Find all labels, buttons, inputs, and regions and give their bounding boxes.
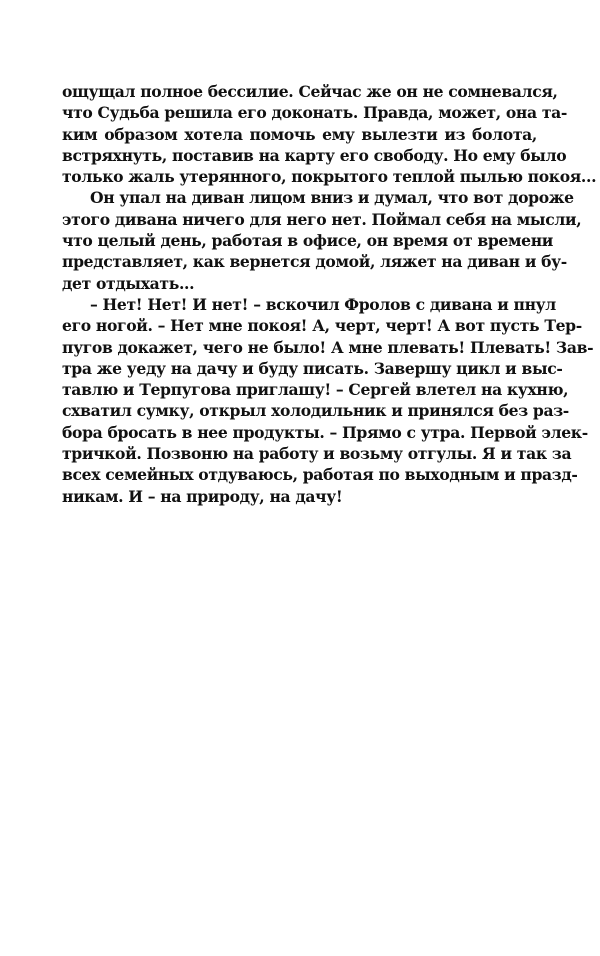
text-line: тра же уеду на дачу и буду писать. Завершу цикл и выс-: [62, 358, 563, 378]
paragraph-1: [62, 81, 597, 187]
text-line: встряхнуть, поставив на карту его свободу. Но ему было: [62, 145, 567, 165]
text-line: что Судьба решила его доконать. Правда, может, она та-: [62, 103, 568, 123]
text-line: – Нет! Нет! И нет! – вскочил Фролов с дивана и пнул: [90, 294, 556, 314]
text-line: его ногой. – Нет мне покоя! А, черт, черт! А вот пусть Тер-: [62, 316, 582, 336]
text-line: тричкой. Позвоню на работу и возьму отгулы. Я и так за: [62, 444, 572, 464]
text-line: никам. И – на природу, на дачу!: [62, 486, 343, 506]
paragraph-2: [62, 187, 582, 293]
text-line: пугов докажет, чего не было! А мне плевать! Плевать! Зав-: [62, 337, 594, 357]
text-line: что целый день, работая в офисе, он время от времени: [62, 231, 554, 251]
paragraph-3: [62, 294, 594, 507]
text-line: бора бросать в нее продукты. – Прямо с утра. Первой элек-: [62, 422, 588, 442]
text-line: только жаль утерянного, покрытого теплой пылью покоя...: [62, 167, 597, 187]
book-page-text: [62, 81, 597, 507]
text-line: Он упал на диван лицом вниз и думал, что вот дороже: [90, 188, 574, 208]
text-line: ким образом хотела помочь ему вылезти из болота,: [62, 124, 537, 144]
text-line: ощущал полное бессилие. Сейчас же он не сомневался,: [62, 82, 558, 101]
text-line: дет отдыхать...: [62, 273, 195, 293]
text-line: этого дивана ничего для него нет. Поймал себя на мысли,: [62, 209, 582, 229]
text-line: всех семейных отдуваюсь, работая по выходным и празд-: [62, 465, 578, 485]
text-line: схватил сумку, открыл холодильник и принялся без раз-: [62, 401, 569, 421]
text-line: тавлю и Терпугова приглашу! – Сергей влетел на кухню,: [62, 380, 569, 400]
text-line: представляет, как вернется домой, ляжет на диван и бу-: [62, 252, 567, 272]
